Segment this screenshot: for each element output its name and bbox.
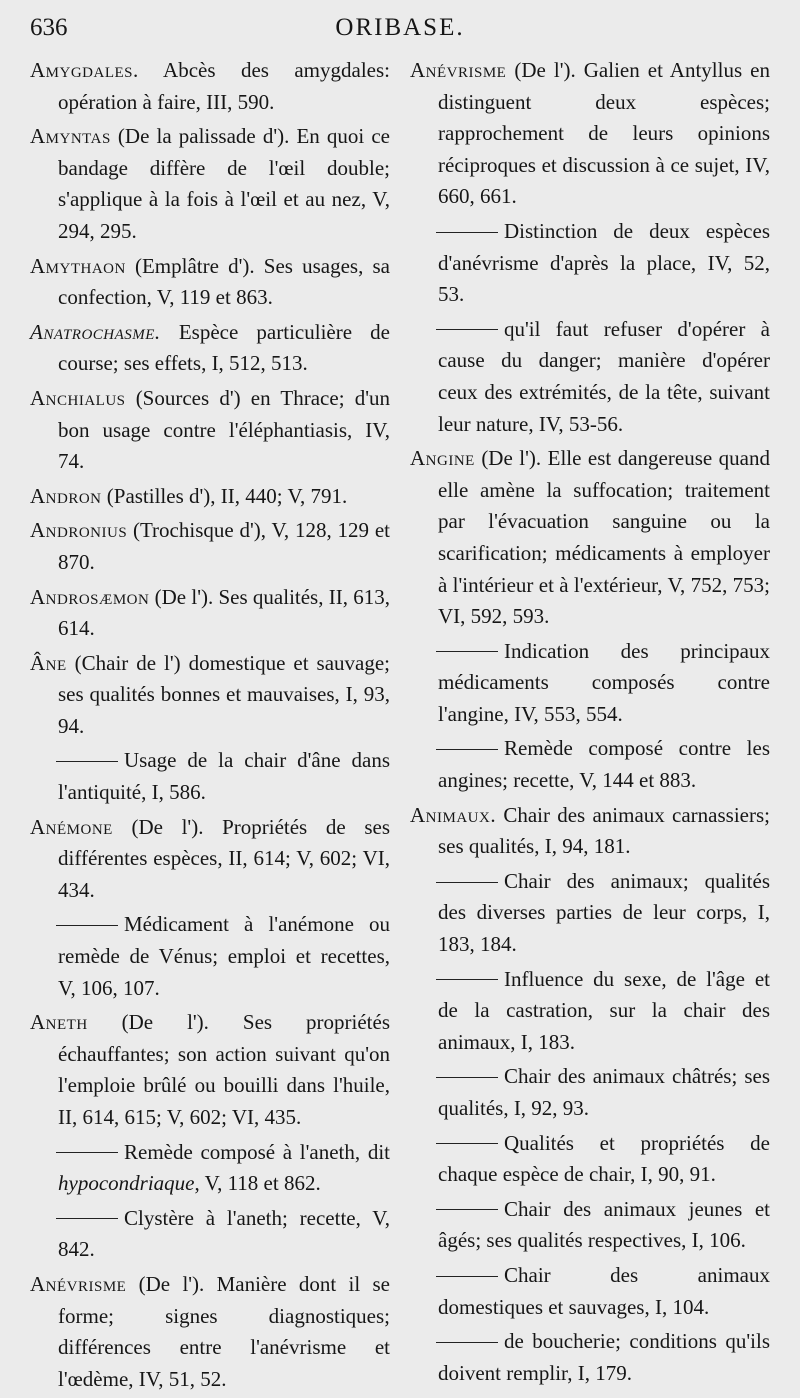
- index-subentry: [410, 964, 770, 1059]
- index-subentry: [30, 1137, 390, 1200]
- repeat-dash: [436, 232, 498, 233]
- entry-text: (De la palissade d'). En quoi ce bandage diffère de l'œil double; s'applique à la fois à l'œil et au nez, V, 294, 295.: [58, 124, 390, 243]
- entry-headword: Amyntas: [30, 124, 111, 149]
- index-subentry: [30, 1203, 390, 1266]
- entry-text: (De l'). Manière dont il se forme; signes diagnostiques; différences entre l'anévrisme et l'œdème, IV, 51, 52.: [58, 1271, 390, 1391]
- index-subentry: [410, 314, 770, 440]
- index-entry: [30, 251, 390, 314]
- index-entry: [30, 812, 390, 907]
- index-entry: [30, 515, 390, 578]
- right-column: [410, 55, 770, 1392]
- entry-text: Remède composé contre les angines; recette, V, 144 et 883.: [438, 736, 770, 793]
- index-subentry: [410, 733, 770, 796]
- repeat-dash: [436, 979, 498, 980]
- entry-headword: Amythaon: [30, 253, 126, 278]
- index-entry: [30, 55, 390, 118]
- entry-headword: Âne: [30, 650, 67, 675]
- index-subentry: [30, 745, 390, 808]
- index-entry: [30, 582, 390, 645]
- entry-headword: Amygdales.: [30, 58, 139, 82]
- entry-headword: Aneth: [30, 1010, 88, 1035]
- entry-text: Qualités et propriétés de chaque espèce de chair, I, 90, 91.: [438, 1130, 770, 1187]
- repeat-dash: [436, 329, 498, 330]
- entry-text: Chair des animaux domestiques et sauvages, I, 104.: [438, 1262, 770, 1319]
- entry-headword: Andronius: [30, 518, 128, 543]
- entry-text: (De l'). Elle est dangereuse quand elle amène la suffocation; traitement par l'évacuation sanguine ou la scarification; médicaments à employer à l'intérieur et à l'extérieur, V, 752, 753; VI, 592, 593.: [438, 446, 770, 629]
- page-number: 636: [30, 14, 68, 41]
- entry-text-tail: , V, 118 et 862.: [194, 1171, 321, 1196]
- page-header: [30, 14, 770, 46]
- index-entry: [30, 481, 390, 513]
- entry-headword: Anévrisme: [410, 58, 507, 82]
- index-entry: [410, 800, 770, 863]
- entry-text: Remède composé à l'aneth, dit: [124, 1139, 390, 1164]
- entry-text: (De l'). Galien et Antyllus en distinguent deux espèces; rapprochement de leurs opinions réciproques et discussion à ce sujet, IV, 660, 661.: [438, 58, 770, 209]
- entry-text: Chair des animaux; qualités des diverses parties de leur corps, I, 183, 184.: [438, 868, 770, 957]
- repeat-dash: [436, 1276, 498, 1277]
- index-entry: [30, 648, 390, 743]
- entry-text: (De l'). Ses propriétés échauffantes; son action suivant qu'on l'emploie brûlé ou bouilli dans l'huile, II, 614, 615; V, 602; VI, 435.: [58, 1010, 390, 1129]
- repeat-dash: [56, 1152, 118, 1153]
- entry-text: Chair des animaux châtrés; ses qualités, I, 92, 93.: [438, 1064, 770, 1120]
- entry-headword: Anémone: [30, 814, 113, 839]
- entry-headword: Anchialus: [30, 385, 126, 410]
- entry-text: Abcès des amygdales: opération à faire, III, 590.: [58, 58, 390, 114]
- index-subentry: [410, 1260, 770, 1323]
- index-subentry: [410, 1061, 770, 1124]
- entry-text: Médicament à l'anémone ou remède de Vénus; emploi et recettes, V, 106, 107.: [58, 912, 390, 1000]
- index-entry: [30, 1269, 390, 1395]
- entry-text: (Emplâtre d'). Ses usages, sa confection, V, 119 et 863.: [58, 253, 390, 310]
- running-title: ORIBASE.: [335, 14, 465, 41]
- index-entry: [30, 1007, 390, 1133]
- index-subentry: [410, 216, 770, 311]
- entry-headword: Angine: [410, 446, 475, 471]
- entry-text: Chair des animaux carnassiers; ses qualités, I, 94, 181.: [438, 802, 770, 859]
- entry-text: de boucherie; conditions qu'ils doivent remplir, I, 179.: [438, 1329, 770, 1385]
- entry-text: (Sources d') en Thrace; d'un bon usage contre l'éléphantiasis, IV, 74.: [58, 385, 390, 474]
- entry-text: Indication des principaux médicaments composés contre l'angine, IV, 553, 554.: [438, 638, 770, 726]
- repeat-dash: [436, 1209, 498, 1210]
- repeat-dash: [436, 1077, 498, 1078]
- entry-headword: Anatrochasme.: [30, 319, 161, 344]
- entry-text: (Pastilles d'), II, 440; V, 791.: [101, 483, 348, 508]
- index-subentry: [410, 636, 770, 731]
- entry-text: Chair des animaux jeunes et âgés; ses qualités respectives, I, 106.: [438, 1196, 770, 1253]
- index-entry: [410, 55, 770, 213]
- index-subentry: [410, 866, 770, 961]
- entry-headword: Andron: [30, 483, 102, 508]
- index-subentry: [410, 1194, 770, 1257]
- repeat-dash: [56, 1218, 118, 1219]
- repeat-dash: [436, 651, 498, 652]
- entry-italic-term: hypocondriaque: [58, 1171, 195, 1196]
- index-subentry: [410, 1128, 770, 1191]
- index-entry: [410, 443, 770, 633]
- index-entry: [30, 383, 390, 478]
- entry-text: Clystère à l'aneth; recette, V, 842.: [58, 1205, 390, 1262]
- entry-text: (De l'). Propriétés de ses différentes espèces, II, 614; V, 602; VI, 434.: [58, 814, 390, 902]
- repeat-dash: [436, 1143, 498, 1144]
- entry-text: Usage de la chair d'âne dans l'antiquité, I, 586.: [58, 748, 390, 805]
- repeat-dash: [56, 761, 118, 762]
- entry-headword: Animaux.: [410, 802, 497, 827]
- repeat-dash: [436, 749, 498, 750]
- entry-text: (Chair de l') domestique et sauvage; ses qualités bonnes et mauvaises, I, 93, 94.: [58, 650, 390, 738]
- entry-headword: Anévrisme: [30, 1271, 127, 1296]
- entry-text: (Trochisque d'), V, 128, 129 et 870.: [58, 518, 390, 574]
- index-entry: [30, 317, 390, 380]
- index-subentry: [30, 909, 390, 1004]
- entry-text: (De l'). Ses qualités, II, 613, 614.: [58, 584, 390, 641]
- index-subentry: [410, 1326, 770, 1389]
- entry-text: qu'il faut refuser d'opérer à cause du danger; manière d'opérer ceux des extrémités, de la tête, suivant leur nature, IV, 53-56.: [438, 316, 770, 436]
- entry-text: Influence du sexe, de l'âge et de la castration, sur la chair des animaux, I, 183.: [438, 966, 770, 1054]
- repeat-dash: [436, 1342, 498, 1343]
- entry-text: Distinction de deux espèces d'anévrisme d'après la place, IV, 52, 53.: [438, 218, 770, 307]
- entry-text: Espèce particulière de course; ses effets, I, 512, 513.: [58, 319, 390, 376]
- left-column: [30, 55, 390, 1398]
- repeat-dash: [436, 882, 498, 883]
- entry-headword: Androsæmon: [30, 584, 150, 609]
- index-entry: [30, 121, 390, 247]
- repeat-dash: [56, 925, 118, 926]
